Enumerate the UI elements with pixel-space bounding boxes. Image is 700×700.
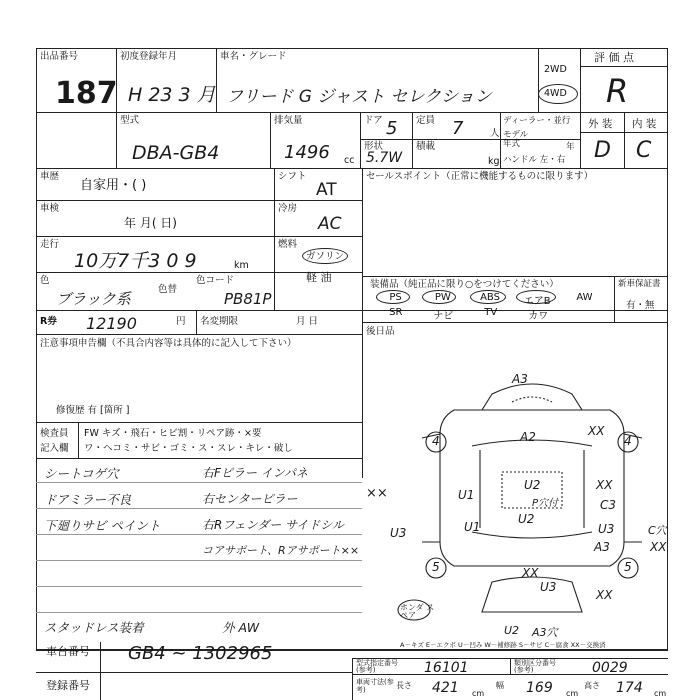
lot-number: 187 xyxy=(55,76,118,111)
first-reg: H 23 3 月 xyxy=(128,84,216,106)
handle-label: ハンドル 左・右 xyxy=(503,155,566,165)
equip-airbag: エアB xyxy=(523,296,551,307)
length-value: 421 xyxy=(432,680,459,696)
warranty-value: 月 日 xyxy=(296,316,319,327)
inspection-value: 年 月( 日) xyxy=(124,216,177,230)
capacity-label: 定員 xyxy=(416,115,436,126)
mark-u3-right: U3 xyxy=(598,522,615,536)
mark-p-hole: P穴付 xyxy=(532,498,559,509)
mark-xx-5: XX xyxy=(596,588,613,602)
color-value: ブラック系 xyxy=(56,290,131,308)
warranty-doc-label: 新車保証書 xyxy=(618,279,661,289)
shape-label: 形状 xyxy=(364,141,384,152)
width-label: 幅 xyxy=(496,681,504,690)
remark-right-4: コアサポート、Rアサポート×× xyxy=(202,544,360,557)
mark-c3: C3 xyxy=(600,498,617,512)
wheel-label: 外 AW xyxy=(222,620,260,635)
mark-u2-mid: U2 xyxy=(518,512,535,526)
mark-u3-rear: U3 xyxy=(540,580,557,594)
mileage-value: 10万7千3 0 9 xyxy=(74,250,197,272)
model-label: 型式 xyxy=(120,115,140,126)
mark-a3-right: A3 xyxy=(594,540,610,554)
model-spec-label: 型式指定番号(参考) xyxy=(356,659,398,674)
wheel-rr: 5 xyxy=(624,560,632,574)
length-label: 長さ xyxy=(396,681,412,690)
mark-u2-top: U2 xyxy=(524,478,541,492)
recycle-label: R券 xyxy=(40,316,57,327)
shape-value: 5.7W xyxy=(366,150,403,166)
equip-pw: PW xyxy=(434,292,451,303)
equip-tv: TV xyxy=(484,307,498,318)
equip-sr: SR xyxy=(389,307,403,318)
repair-history: 修復歴 有 [箇所 ] xyxy=(56,405,130,416)
mark-u1-left: U1 xyxy=(458,488,475,502)
km-unit: km xyxy=(234,260,249,271)
width-value: 169 xyxy=(526,680,553,696)
lot-label: 出品番号 xyxy=(40,51,79,62)
fuel-label: 燃料 xyxy=(278,239,298,250)
chassis-value: GB4 ~ 1302965 xyxy=(128,643,273,664)
color-code-value: PB81P xyxy=(224,290,272,308)
doors-value: 5 xyxy=(386,118,398,139)
drive-2wd: 2WD xyxy=(544,64,567,75)
height-label: 高さ xyxy=(584,681,600,690)
spare-label: ホンダ スペア xyxy=(400,603,435,620)
dealer-label: ディーラー・並行 xyxy=(503,116,571,126)
model-year-label: モデル 年式 xyxy=(503,130,529,149)
equip-ps: PS xyxy=(389,292,402,303)
first-reg-label: 初度登録年月 xyxy=(120,51,178,62)
interior-grade: C xyxy=(636,138,652,163)
door-label: ドア xyxy=(364,115,383,126)
remark-right-2: 右センターピラー xyxy=(202,492,298,506)
kg-unit: kg xyxy=(488,156,500,167)
wheel-fl: 4 xyxy=(432,434,440,448)
height-value: 174 xyxy=(616,680,643,696)
mark-xx-2: XX xyxy=(596,478,613,492)
capacity-value: 7 xyxy=(452,118,464,139)
person-unit: 人 xyxy=(490,128,500,139)
interior-label: 内 装 xyxy=(632,118,657,130)
warranty-doc-opts: 有・無 xyxy=(626,300,655,311)
mark-a2: A2 xyxy=(520,430,536,444)
cc-unit: cc xyxy=(344,155,355,166)
remark-xx: ×× xyxy=(366,486,388,501)
inspector-legend-1: FW キズ・飛石・ヒビ割・リペア跡・×要 xyxy=(84,428,262,439)
grade-value: R xyxy=(606,72,629,110)
equipment-row-2 xyxy=(372,307,562,322)
mileage-label: 走行 xyxy=(40,239,60,250)
equip-leather: カワ xyxy=(528,311,549,322)
sales-title: セールスポイント（正常に機能するものに限ります） xyxy=(366,171,594,182)
remark-right-3: 右Rフェンダー サイドシル xyxy=(202,518,344,532)
chassis-label: 車台番号 xyxy=(46,645,90,658)
shift-value: AT xyxy=(316,180,337,200)
model-spec-value: 16101 xyxy=(424,660,469,676)
car-name-label: 車名・グレード xyxy=(220,51,287,62)
equip-navi: ナビ xyxy=(433,311,454,322)
recycle-value: 12190 xyxy=(86,314,137,333)
category-value: 0029 xyxy=(592,660,628,676)
mark-u2-bottom: U2 xyxy=(504,624,520,637)
notes-title: 注意事項申告欄（不具合内容等は具体的に記入して下さい） xyxy=(40,338,297,349)
exterior-label: 外 装 xyxy=(588,118,613,130)
mark-u1-mid: U1 xyxy=(464,520,481,534)
grade-label: 評 価 点 xyxy=(594,51,634,64)
remark-line-2: ドアミラー不良 xyxy=(44,492,132,507)
inspector-legend-2: ワ・ヘコミ・サビ・ゴミ・ス・スレ・キレ・破し xyxy=(84,443,293,454)
fuel-value: ガソリン xyxy=(306,251,345,262)
remark-right-1: 右Fピラー インパネ xyxy=(202,466,308,480)
fuel2-value: 軽 油 xyxy=(306,271,332,284)
mark-xx-4: XX xyxy=(522,566,539,580)
rear-seat-label: 後日品 xyxy=(366,326,395,337)
reg-label: 登録番号 xyxy=(46,679,90,692)
equip-aw: AW xyxy=(576,292,593,303)
displacement-value: 1496 xyxy=(284,142,330,163)
height-unit: cm xyxy=(654,689,667,698)
history-value: 自家用・( ) xyxy=(80,178,147,193)
exterior-grade: D xyxy=(594,138,611,163)
dims-label: 車両寸法(参考) xyxy=(356,678,394,694)
mark-u3-left: U3 xyxy=(390,526,407,540)
yen-unit: 円 xyxy=(176,316,186,327)
ac-label: 冷房 xyxy=(278,203,298,214)
wheel-rl: 5 xyxy=(432,560,440,574)
mark-xx-1: XX xyxy=(588,424,605,438)
width-unit: cm xyxy=(566,689,579,698)
mark-a3-top: A3 xyxy=(512,372,528,386)
category-label: 類別区分番号(参考) xyxy=(514,659,556,674)
length-unit: cm xyxy=(472,689,485,698)
inspector-label-1: 検査員 xyxy=(40,428,69,439)
year-unit: 年 xyxy=(566,142,575,152)
history-label: 車歴 xyxy=(40,171,60,182)
load-label: 積載 xyxy=(416,141,436,152)
mark-xx-3: XX xyxy=(650,540,667,554)
color-change: 色替 xyxy=(158,284,178,295)
car-name: フリード G ジャスト セレクション xyxy=(226,87,492,107)
equip-abs: ABS xyxy=(480,292,500,303)
displacement-label: 排気量 xyxy=(274,115,303,126)
ac-value: AC xyxy=(318,214,342,234)
drive-4wd: 4WD xyxy=(544,88,567,99)
inspector-label-2: 記入欄 xyxy=(40,443,69,454)
damage-legend: A－キズ E－エクボ U－凹み W－補修跡 S－サビ C－腐食 XX－交換済 xyxy=(400,641,606,649)
color-label: 色 xyxy=(40,275,50,286)
mark-a3-hole: A3穴 xyxy=(532,626,558,639)
inspection-label: 車検 xyxy=(40,203,60,214)
remark-line-3: 下廻りサビ ペイント xyxy=(44,518,161,533)
warranty-label: 名変期限 xyxy=(200,316,239,327)
studless-label: スタッドレス装着 xyxy=(44,620,144,635)
model-value: DBA-GB4 xyxy=(132,142,220,164)
equipment-title: 装備品（純正品に限り○をつけてください） xyxy=(370,279,559,290)
shift-label: シフト xyxy=(278,171,307,182)
mark-c-hole: C穴 xyxy=(648,524,667,537)
color-code-label: 色コード xyxy=(196,275,235,286)
remark-line-1: シートコゲ穴 xyxy=(44,466,119,481)
wheel-fr: 4 xyxy=(624,434,632,448)
